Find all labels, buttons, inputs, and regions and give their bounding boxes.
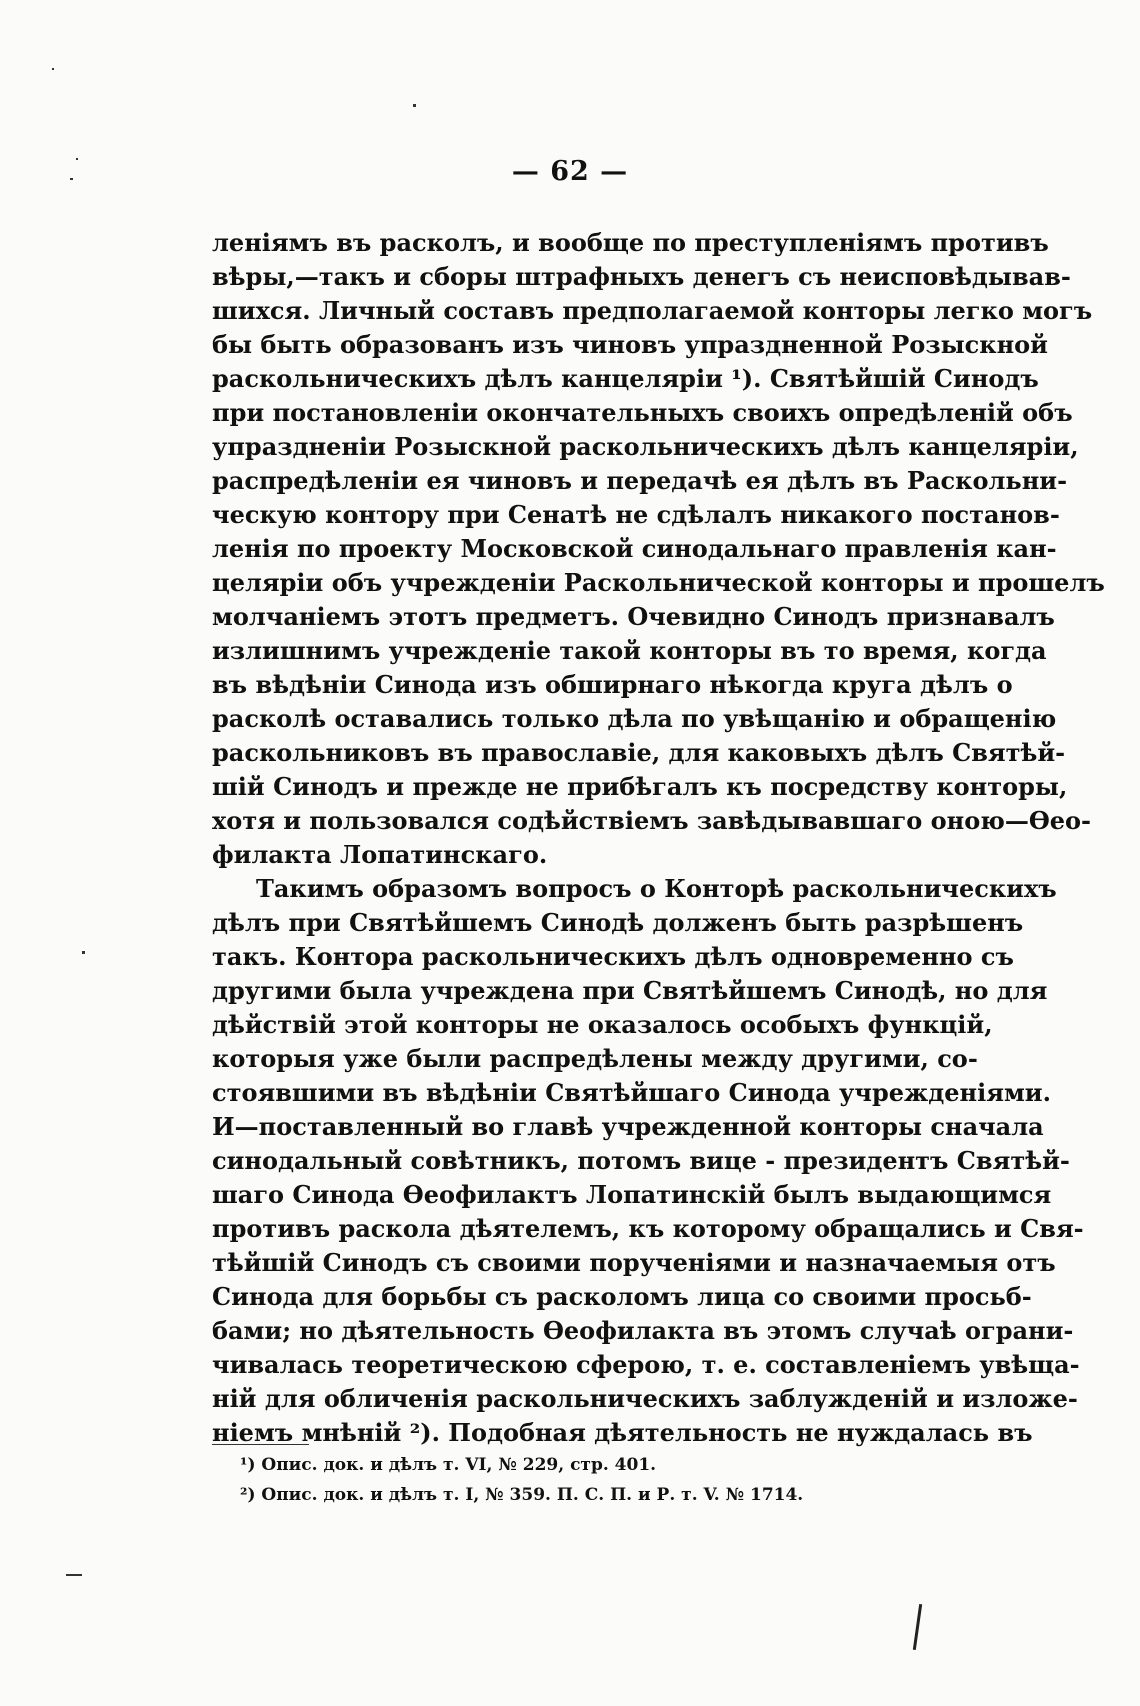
text-line: излишнимъ учрежденіе такой конторы въ то время, когда — [212, 636, 1047, 665]
scan-mark — [913, 1604, 922, 1650]
text-line: при постановленіи окончательныхъ своихъ опредѣленій объ — [212, 398, 1073, 427]
text-line: леніямъ въ расколъ, и вообще по преступленіямъ противъ — [212, 228, 1049, 257]
text-line: филакта Лопатинскаго. — [212, 840, 548, 869]
text-line: дѣйствій этой конторы не оказалось особыхъ функцій, — [212, 1010, 993, 1039]
scan-speck — [413, 104, 416, 107]
scan-speck — [52, 68, 54, 70]
text-line: другими была учреждена при Святѣйшемъ Синодѣ, но для — [212, 976, 1048, 1005]
text-line: целяріи объ учрежденіи Раскольнической конторы и прошелъ — [212, 568, 1105, 597]
text-line: которыя уже были распредѣлены между другими, со- — [212, 1044, 978, 1073]
paragraph-start-line: Такимъ образомъ вопросъ о Конторѣ раскольническихъ — [256, 874, 1057, 903]
text-line: ніемъ мнѣній ²). Подобная дѣятельность не нуждалась въ — [212, 1418, 1033, 1447]
text-line: бами; но дѣятельность Ѳеофилакта въ этомъ случаѣ ограни- — [212, 1316, 1074, 1345]
body-text — [212, 226, 1105, 1450]
text-line: И—поставленный во главѣ учрежденной конторы сначала — [212, 1112, 1044, 1141]
text-line: раскольническихъ дѣлъ канцеляріи ¹). Святѣйшій Синодъ — [212, 364, 1039, 393]
text-line: ній для обличенія раскольническихъ заблужденій и изложе- — [212, 1384, 1078, 1413]
text-line: такъ. Контора раскольническихъ дѣлъ одновременно съ — [212, 942, 1014, 971]
footnotes — [240, 1450, 940, 1510]
text-line: тѣйшій Синодъ съ своими порученіями и назначаемыя отъ — [212, 1248, 1056, 1277]
text-line: хотя и пользовался содѣйствіемъ завѣдывавшаго оною—Ѳео- — [212, 806, 1091, 835]
text-line: синодальный совѣтникъ, потомъ вице - президентъ Святѣй- — [212, 1146, 1070, 1175]
text-line: Синода для борьбы съ расколомъ лица со своими просьб- — [212, 1282, 1032, 1311]
text-line: шій Синодъ и прежде не прибѣгалъ къ посредству конторы, — [212, 772, 1068, 801]
text-line: шаго Синода Ѳеофилактъ Лопатинскій былъ выдающимся — [212, 1180, 1052, 1209]
text-line: распредѣленіи ея чиновъ и передачѣ ея дѣлъ въ Раскольни- — [212, 466, 1068, 495]
text-line: раскольниковъ въ православіе, для каковыхъ дѣлъ Святѣй- — [212, 738, 1066, 767]
footnote-divider — [212, 1444, 309, 1445]
footnote-2: ²) Опис. док. и дѣлъ т. I, № 359. П. С. П. и Р. т. V. № 1714. — [240, 1485, 804, 1505]
page-number: — 62 — — [511, 156, 629, 187]
text-line: противъ раскола дѣятелемъ, къ которому обращались и Свя- — [212, 1214, 1084, 1243]
text-line: ческую контору при Сенатѣ не сдѣлалъ никакого постанов- — [212, 500, 1060, 529]
text-line: упраздненіи Розыскной раскольническихъ дѣлъ канцеляріи, — [212, 432, 1079, 461]
text-line: въ вѣдѣніи Синода изъ обширнаго нѣкогда круга дѣлъ о — [212, 670, 1013, 699]
text-line: бы быть образованъ изъ чиновъ упраздненной Розыскной — [212, 330, 1048, 359]
text-line: шихся. Личный составъ предполагаемой конторы легко могъ — [212, 296, 1093, 325]
footnote-1: ¹) Опис. док. и дѣлъ т. VI, № 229, стр. 401. — [240, 1455, 657, 1475]
text-line: ленія по проекту Московской синодальнаго правленія кан- — [212, 534, 1057, 563]
scan-speck — [66, 1574, 82, 1576]
text-line: расколѣ оставались только дѣла по увѣщанію и обращенію — [212, 704, 1057, 733]
text-line: стоявшими въ вѣдѣніи Святѣйшаго Синода учрежденіями. — [212, 1078, 1051, 1107]
text-line: молчаніемъ этотъ предметъ. Очевидно Синодъ признавалъ — [212, 602, 1055, 631]
text-line: дѣлъ при Святѣйшемъ Синодѣ долженъ быть разрѣшенъ — [212, 908, 1024, 937]
text-line: чивалась теоретическою сферою, т. е. составленіемъ увѣща- — [212, 1350, 1080, 1379]
scan-speck — [82, 951, 85, 954]
text-line: вѣры,—такъ и сборы штрафныхъ денегъ съ неисповѣдывав- — [212, 262, 1071, 291]
